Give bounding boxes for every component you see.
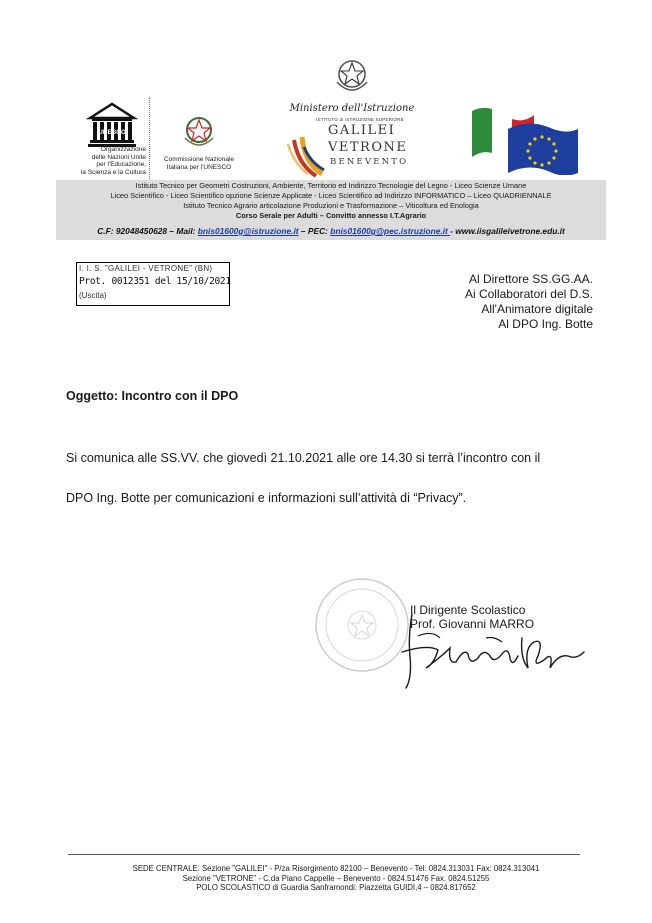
unesco-caption-line: la Scienza e la Cultura — [80, 168, 146, 176]
band-line-3: Istituto Tecnico Agrario articolazione Produzioni e Trasformazione – Viticoltura ed Enologia — [183, 201, 479, 210]
recipient-item: Al DPO Ing. Botte — [498, 317, 593, 331]
school-name-galilei: GALILEI — [328, 123, 396, 138]
commission-caption — [158, 156, 240, 171]
footer-line: SEDE CENTRALE: Sezione "GALILEI" - P/za Risorgimento 82100 – Benevento - Tel: 0824.313031 Fax: 0824.313041 — [132, 864, 540, 873]
footer-line: POLO SCOLASTICO di Guardia Sanframondi: Piazzetta GUIDI,4 – 0824.817652 — [196, 883, 476, 892]
ministry-title: Ministero dell'Istruzione — [289, 103, 415, 114]
commission-caption-line: Commissione Nazionale — [163, 156, 235, 163]
pec-link[interactable]: bnis01600g@pec.istruzione.it — [330, 226, 451, 236]
school-seal-icon — [312, 575, 412, 675]
footer — [56, 864, 616, 893]
unesco-caption-line: delle Nazioni Unite — [91, 153, 146, 161]
unesco-caption-line: per l'Educazione, — [96, 161, 146, 168]
band-line-2: Liceo Scientifico - Liceo Scientifico opzione Scienze Applicate - Liceo Scientifico ad Indirizzo INFORMATICO – Liceo QUADRIENNALE — [110, 191, 552, 200]
school-city: BENEVENTO — [330, 157, 409, 167]
commission-caption-line: Italiana per l'UNESCO — [166, 163, 232, 171]
recipient-item: Al Direttore SS.GG.AA. — [468, 272, 593, 286]
school-name-vetrone: VETRONE — [328, 140, 408, 155]
recipient-item: Ai Collaboratori del D.S. — [464, 287, 593, 301]
protocol-number: Prot. 0012351 del 15/10/2021 — [79, 276, 231, 287]
protocol-stamp — [76, 262, 230, 306]
pec-label: – PEC: — [298, 226, 331, 236]
recipients-block — [465, 272, 593, 332]
contacts-line — [56, 226, 606, 236]
protocol-direction: (Uscita) — [79, 291, 107, 300]
signature-role: Il Dirigente Scolastico — [410, 603, 526, 617]
unesco-caption — [54, 146, 146, 176]
unesco-caption-line: Organizzazione — [100, 146, 146, 153]
signature-name: Prof. Giovanni MARRO — [410, 617, 535, 631]
protocol-school: I. I. S. "GALILEI - VETRONE" (BN) — [79, 264, 213, 273]
tax-code: C.F: 92048450628 – Mail: — [97, 226, 198, 236]
band-line-1: Istituto Tecnico per Geometri Costruzioni, Ambiente, Territorio ed Indirizzo Tecnologie del Legno - Liceo Scienze Umane — [135, 181, 527, 190]
handwritten-signature-icon — [398, 608, 588, 692]
istituto-superiore-label: ISTITUTO di ISTRUZIONE SUPERIORE — [316, 117, 404, 122]
letter-body-line: DPO Ing. Botte per comunicazioni e informazioni sull’attività di “Privacy”. — [66, 491, 467, 505]
band-line-4: Corso Serale per Adulti – Convitto annesso I.T.Agrario — [235, 211, 427, 220]
unesco-logo-text: UNESCO — [98, 129, 126, 136]
footer-divider — [68, 854, 580, 855]
recipient-item: All'Animatore digitale — [481, 302, 593, 316]
letter-subject: Oggetto: Incontro con il DPO — [66, 389, 239, 403]
flags-icon — [470, 103, 580, 175]
letter-body-line: Si comunica alle SS.VV. che giovedì 21.10.2021 alle ore 14.30 si terrà l’incontro con il — [66, 451, 541, 465]
footer-line: Sezione "VETRONE" - C.da Piano Cappelle – Benevento - 0824.51476 Fax. 0824.51255 — [182, 873, 490, 883]
website-link[interactable]: - www.iisgalileivetrone.edu.it — [450, 226, 565, 236]
email-link[interactable]: bnis01600g@istruzione.it — [197, 226, 299, 236]
unesco-divider — [149, 97, 151, 179]
